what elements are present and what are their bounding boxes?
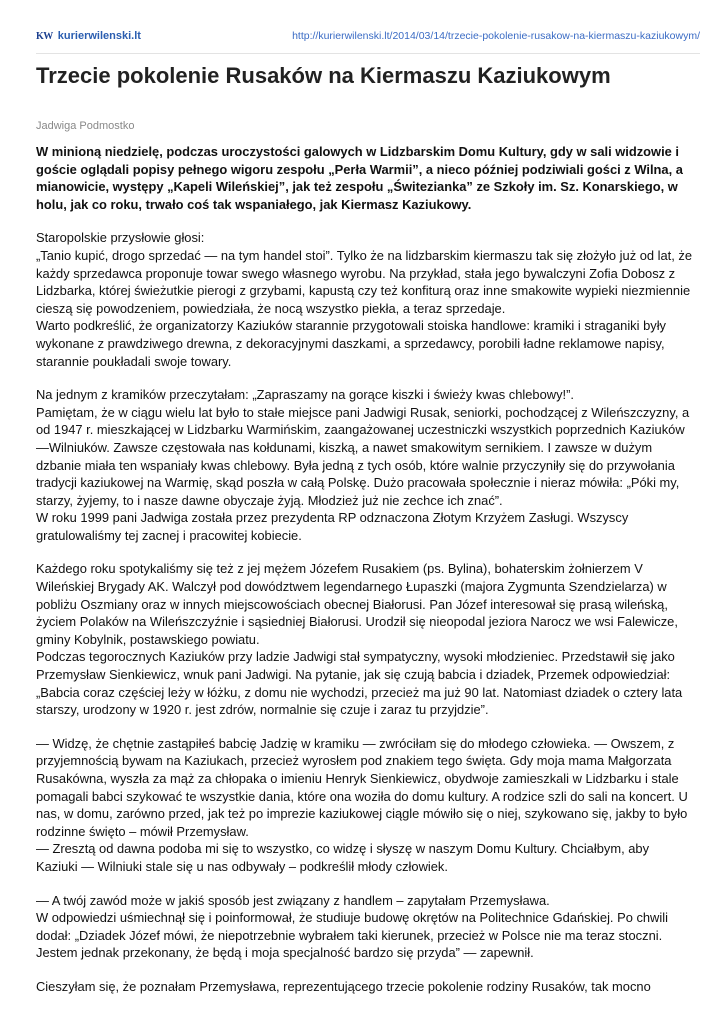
article-body [36, 143, 694, 1012]
site-logo: KW [36, 30, 53, 42]
article-lead: W minioną niedzielę, podczas uroczystości galowych w Lidzbarskim Domu Kultury, gdy w sali widzowie i goście oglądali popisy pełnego wigoru zespołu „Perła Warmii”, a nieco później podziwiali gości z Wilna, a mianowicie, występy „Kapeli Wileńskiej”, jak też zespołu „Świtezianka” ze Szkoły im. Sz. Konarskiego, w holu, jak co roku, trwało coś tak wspaniałego, jak Kiermasz Kaziukowy. [36, 144, 683, 212]
paragraph-line: Staropolskie przysłowie głosi: [36, 230, 205, 246]
paragraph-line: Podczas tegorocznych Kaziuków przy ladzie Jadwigi stał sympatyczny, wysoki młodzieniec. Przedstawił się jako Przemysław Sienkiewicz, wnuk pani Jadwigi. Na pytanie, jak się czują babcia i dziadek, Przemek odpowiedział: „Babcia coraz częściej leży w łóżku, z domu nie wychodzi, przecież ma już 90 lat. Natomiast dziadek o cztery lata starszy, urodzony w 1920 r. jest zdrów, normalnie się czuje i zaraz tu przyjdzie”. [36, 649, 683, 718]
paragraph-line: Warto podkreślić, że organizatorzy Kaziuków starannie przygotowali stoiska handlowe: kramiki i straganiki były wykonane z prawdziwego drewna, z dekoracyjnymi daszkami, a sprzedawcy, porobili ładne reklamowe napisy, starannie poukładali swoje towary. [36, 318, 666, 369]
paragraph-4 [36, 735, 694, 876]
paragraph-1 [36, 229, 694, 370]
paragraph-line: — Zresztą od dawna podoba mi się to wszystko, co widzę i słyszę w naszym Domu Kultury. Chciałbym, aby Kaziuki — Wilniuki stale się u nas odbywały – podkreślił młody człowiek. [36, 841, 650, 874]
paragraph-6 [36, 978, 694, 996]
paragraph-line: Każdego roku spotykaliśmy się też z jej mężem Józefem Rusakiem (ps. Bylina), bohaterskim żołnierzem V Wileńskiej Brygady AK. Walczył pod dowództwem legendarnego Łupaszki (majora Zygmunta Szendzielarza) w pobliżu Oszmiany oraz w innych miejscowościach obecnej Białorusi. Pan Józef interesował się prasą wileńską, życiem Polaków na Wileńszczyźnie i sąsiedniej Białorusi. Urodził się nieopodal jeziora Narocz we wsi Falewicze, gminy Kobylnik, postawskiego powiatu. [36, 561, 678, 647]
paragraph-3 [36, 560, 694, 718]
paragraph-2 [36, 386, 694, 544]
article-title: Trzecie pokolenie Rusaków na Kiermaszu Kaziukowym [36, 63, 611, 88]
site-link[interactable]: kurierwilenski.lt [57, 30, 141, 42]
paragraph-line: — A twój zawód może w jakiś sposób jest związany z handlem – zapytałam Przemysława. [36, 892, 550, 908]
paragraph-line: Pamiętam, że w ciągu wielu lat było to stałe miejsce pani Jadwigi Rusak, seniorki, pochodzącej z Wileńszczyzny, a od 1947 r. mieszkającej w Lidzbarku Warmińskim, zaangażowanej uczestniczki wszystkich poprzednich Kaziuków —Wilniuków. Zawsze częstowała nas kołdunami, kiszką, a nawet smakowitym sernikiem. I zawsze w dużym dzbanie miała ten wspaniały kwas chlebowy. Była jedną z tych osób, które walnie przyczyniły się do przywołania tradycji kaziukowej na Warmię, skąd poszła w całą Polskę. Dużo pracowała społecznie i nieraz mówiła: „Póki my, starzy, żyjemy, to i nasze dawne obyczaje żyją. Młodzież już nie zechce ich znać”. [36, 404, 690, 508]
article-author: Jadwiga Podmostko [36, 120, 135, 132]
paragraph-line: Na jednym z kramików przeczytałam: „Zapraszamy na gorące kiszki i świeży kwas chlebowy!”. [36, 387, 574, 403]
paragraph-5 [36, 892, 694, 962]
paragraph-line: „Tanio kupić, drogo sprzedać — na tym handel stoi”. Tylko że na lidzbarskim kiermaszu tak się złożyło już od lat, że każdy sprzedawca proponuje towar swego własnego wyrobu. Na przykład, stała jego bywalczyni Zofia Dobosz z Lidzbarka, której świeżutkie pierogi z grzybami, kapustą czy też konfiturą oraz inne smakowite wypieki niezmiennie cieszą się powodzeniem, powiedziała, że nocą wszystko piekła, a teraz sprzedaje. [36, 247, 693, 316]
article-url[interactable]: http://kurierwilenski.lt/2014/03/14/trzecie-pokolenie-rusakow-na-kiermaszu-kaziukowym/ [292, 30, 700, 42]
paragraph-line: — Widzę, że chętnie zastąpiłeś babcię Jadzię w kramiku — zwróciłam się do młodego człowieka. — Owszem, z przyjemnością bywam na Kaziukach, przecież wyrosłem pod znakiem tego święta. Gdy moja mama Małgorzata Rusakówna, wyszła za mąż za chłopaka o imieniu Henryk Sienkiewicz, obydwoje zamieszkali w Lidzbarku i stale pomagali babci szykować te wszystkie dania, które ona woziła do domu kultury. A rodzice szli do sali na koncert. U nas, w domu, zarówno przed, jak też po imprezie kaziukowej ciągle mówiło się o niej, szykowano się, jakby to było rodzinne święto – mówił Przemysław. [36, 735, 688, 839]
page-header [36, 30, 700, 46]
paragraph-line: W roku 1999 pani Jadwiga została przez prezydenta RP odznaczona Złotym Krzyżem Zasługi. Wszyscy gratulowaliśmy tej zacnej i pracowitej kobiecie. [36, 510, 629, 543]
paragraph-line: W odpowiedzi uśmiechnął się i poinformował, że studiuje budowę okrętów na Politechnice Gdańskiej. Po chwili dodał: „Dziadek Józef mówi, że niepotrzebnie wybrałem taki kierunek, przecież w Polsce nie ma teraz stoczni. Jestem jednak przekonany, że będą i moja specjalność bardzo się przyda” — zapewnił. [36, 910, 668, 961]
header-divider [36, 53, 700, 54]
paragraph-line: Cieszyłam się, że poznałam Przemysława, reprezentującego trzecie pokolenie rodziny Rusaków, tak mocno [36, 978, 651, 994]
site-branding[interactable] [36, 30, 141, 42]
